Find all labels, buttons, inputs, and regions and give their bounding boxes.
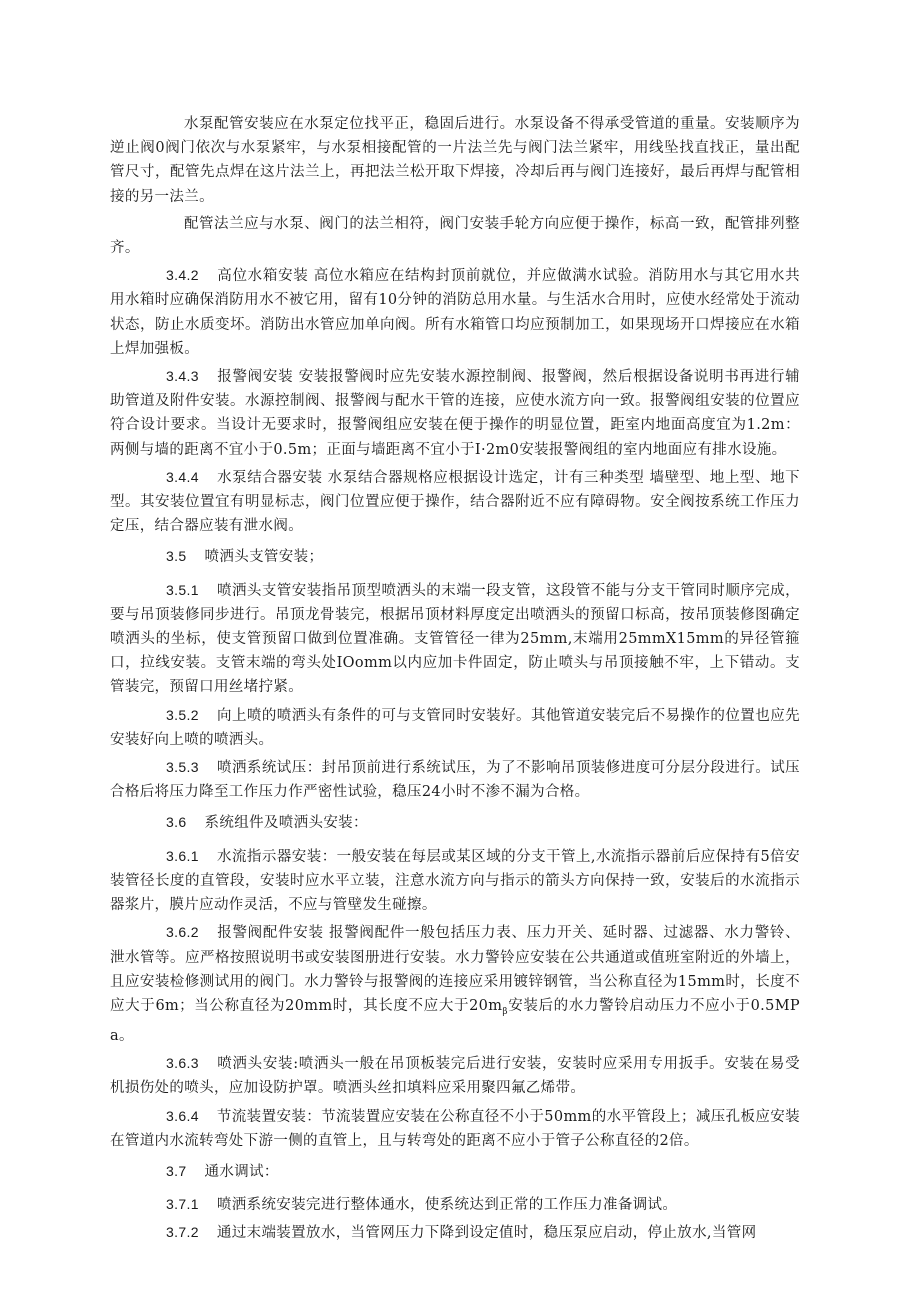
paragraph-3-4-4 xyxy=(110,465,800,539)
section-number: 3.6.1 xyxy=(166,847,199,864)
paragraph-text: 向上喷的喷洒头有条件的可与支管同时安装好。其他管道安装完后不易操作的位置也应先安装好向上喷的喷洒头。 xyxy=(110,707,800,748)
section-number: 3.6.3 xyxy=(166,1055,199,1072)
section-heading-3-7 xyxy=(110,1159,800,1184)
section-number: 3.5.3 xyxy=(166,759,199,776)
paragraph-3-5-2 xyxy=(110,703,800,752)
paragraph-text: 报警阀配件安装 报警阀配件一般包括压力表、压力开关、延时器、过滤器、水力警铃、泄水管等。应严格按照说明书或安装图册进行安装。水力警铃应安装在公共通道或值班室附近的外墙上，且应安装检修测试用的阀门。水力警铃与报警阀的连接应采用镀锌钢管，当公称直径为15mm时，长度不应大于6m；当公称直径为20mm时，其长度不应大于20m xyxy=(110,925,800,1014)
section-number: 3.7 xyxy=(166,1163,187,1180)
paragraph-text: 水流指示器安装：一般安装在每层或某区域的分支干管上,水流指示器前后应保持有5倍安装管径长度的直管段，安装时应水平立装，注意水流方向与指示的箭头方向保持一致，安装后的水流指示器浆片，膜片应动作灵活，不应与管壁发生碰擦。 xyxy=(110,848,800,914)
heading-text: 系统组件及喷洒头安装： xyxy=(204,815,368,832)
section-number: 3.5 xyxy=(166,548,187,565)
paragraph-text: 节流装置安装：节流装置应安装在公称直径不小于50mm的水平管段上；减压孔板应安装在管道内水流转弯处下游一侧的直管上，且与转弯处的距离不应小于管子公称直径的2倍。 xyxy=(110,1108,800,1149)
section-heading-3-5 xyxy=(110,544,800,569)
paragraph-3-4-2 xyxy=(110,263,800,361)
section-number: 3.6.4 xyxy=(166,1107,199,1124)
paragraph-3-5-1 xyxy=(110,578,800,700)
paragraph-3-7-2 xyxy=(110,1220,800,1245)
paragraph-pump-piping xyxy=(110,112,800,209)
subscript-mark: β xyxy=(502,1006,508,1017)
paragraph-flange xyxy=(110,212,800,260)
paragraph-text: 水泵结合器安装 水泵结合器规格应根据设计选定，计有三种类型 墙壁型、地上型、地下型。其安装位置宜有明显标志，阀门位置应便于操作，结合器附近不应有障碍物。安全阀按系统工作压力定压，结合器应装有泄水阀。 xyxy=(110,469,800,535)
section-number: 3.4.2 xyxy=(166,267,199,284)
paragraph-text: 水泵配管安装应在水泵定位找平正，稳固后进行。水泵设备不得承受管道的重量。安装顺序为逆止阀0阀门依次与水泵紧牢，与水泵相接配管的一片法兰先与阀门法兰紧牢，用线坠找直找正，量出配管尺寸，配管先点焊在这片法兰上，再把法兰松开取下焊接，冷却后再与阀门连接好，最后再焊与配管相接的另一法兰。 xyxy=(110,116,800,205)
section-number: 3.5.1 xyxy=(166,581,199,598)
section-number: 3.7.1 xyxy=(166,1196,199,1213)
section-number: 3.4.4 xyxy=(166,468,199,485)
paragraph-text: 高位水箱安装 高位水箱应在结构封顶前就位，并应做满水试验。消防用水与其它用水共用水箱时应确保消防用水不被它用，留有10分钟的消防总用水量。与生活水合用时，应使水经常处于流动状态，防止水质变坏。消防出水管应加单向阀。所有水箱管口均应预制加工，如果现场开口焊接应在水箱上焊加强板。 xyxy=(110,268,800,357)
paragraph-3-6-1 xyxy=(110,844,800,918)
paragraph-text: 喷洒系统试压：封吊顶前进行系统试压，为了不影响吊顶装修进度可分层分段进行。试压合格后将压力降至工作压力作严密性试验，稳压24小时不渗不漏为合格。 xyxy=(110,760,800,801)
paragraph-3-6-4 xyxy=(110,1104,800,1153)
paragraph-text: 喷洒系统安装完进行整体通水，使系统达到正常的工作压力准备调试。 xyxy=(216,1197,678,1214)
section-number: 3.7.2 xyxy=(166,1224,199,1241)
section-number: 3.6 xyxy=(166,814,187,831)
paragraph-3-6-3 xyxy=(110,1051,800,1100)
paragraph-text: 喷洒头安装:喷洒头一般在吊顶板装完后进行安装，安装时应采用专用扳手。安装在易受机损伤处的喷头，应加设防护罩。喷洒头丝扣填料应采用聚四氟乙烯带。 xyxy=(110,1056,800,1097)
document-page xyxy=(110,112,800,1249)
heading-text: 通水调试： xyxy=(204,1164,279,1181)
paragraph-text: 配管法兰应与水泵、阀门的法兰相符，阀门安装手轮方向应便于操作，标高一致，配管排列整齐。 xyxy=(110,215,800,257)
paragraph-3-6-2 xyxy=(110,920,800,1048)
section-number: 3.6.2 xyxy=(166,924,199,941)
paragraph-text-continued: 安装后的水力警铃启动压力不应小于0.5MPa。 xyxy=(110,997,800,1044)
section-number: 3.5.2 xyxy=(166,706,199,723)
heading-text: 喷洒头支管安装； xyxy=(204,549,324,566)
paragraph-3-7-1 xyxy=(110,1192,800,1217)
section-heading-3-6 xyxy=(110,810,800,835)
paragraph-3-4-3 xyxy=(110,364,800,462)
section-number: 3.4.3 xyxy=(166,368,199,385)
paragraph-text: 报警阀安装 安装报警阀时应先安装水源控制阀、报警阀，然后根据设备说明书再进行辅助管道及附件安装。水源控制阀、报警阀与配水干管的连接，应使水流方向一致。报警阀组安装的位置应符合设计要求。当设计无要求时，报警阀组应安装在便于操作的明显位置，距室内地面高度宜为1.2m：两侧与墙的距离不宜小于0.5m；正面与墙距离不宜小于I·2m0安装报警阀组的室内地面应有排水设施。 xyxy=(110,369,800,458)
paragraph-3-5-3 xyxy=(110,755,800,804)
paragraph-text: 喷洒头支管安装指吊顶型喷洒头的末端一段支管，这段管不能与分支干管同时顺序完成，要与吊顶装修同步进行。吊顶龙骨装完，根据吊顶材料厚度定出喷洒头的预留口标高，按吊顶装修图确定喷洒头的坐标，使支管预留口做到位置准确。支管管径一律为25mm,末端用25mmX15mm的异径管箍口，拉线安装。支管末端的弯头处IOomm以内应加卡件固定，防止喷头与吊顶接触不牢，上下错动。支管装完，预留口用丝堵拧紧。 xyxy=(110,582,800,696)
paragraph-text: 通过末端装置放水，当管网压力下降到设定值时，稳压泵应启动，停止放水,当管网 xyxy=(216,1225,757,1242)
